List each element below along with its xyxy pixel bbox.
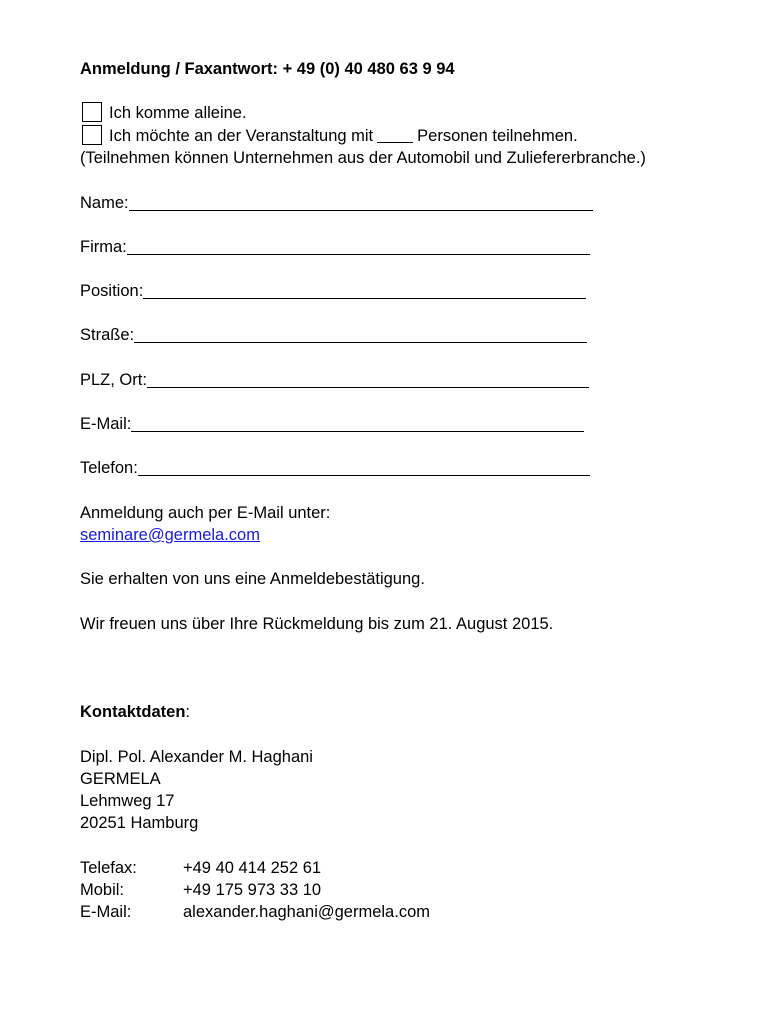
- plz-ort-input-line[interactable]: [147, 370, 589, 388]
- contact-heading-colon: :: [185, 703, 191, 721]
- field-plz-ort-label: PLZ, Ort:: [80, 371, 147, 389]
- firma-input-line[interactable]: [127, 237, 590, 255]
- option-group-prefix: Ich möchte an der Veranstaltung mit: [109, 127, 374, 145]
- field-plz-ort: [80, 369, 589, 391]
- field-firma: [80, 236, 590, 258]
- contact-mobil-value: +49 175 973 33 10: [183, 881, 322, 899]
- option-alone-label: Ich komme alleine.: [109, 104, 247, 122]
- position-input-line[interactable]: [143, 281, 586, 299]
- email-registration-text: Anmeldung auch per E-Mail unter:: [80, 504, 331, 522]
- field-strasse-label: Straße:: [80, 326, 135, 344]
- form-title: Anmeldung / Faxantwort: + 49 (0) 40 480 63 9 94: [80, 60, 455, 78]
- contact-street: Lehmweg 17: [80, 792, 175, 810]
- persons-count-blank[interactable]: [377, 126, 413, 143]
- checkbox-alone[interactable]: [82, 102, 102, 122]
- option-group: [80, 125, 578, 147]
- contact-name: Dipl. Pol. Alexander M. Haghani: [80, 748, 313, 766]
- contact-heading-text: Kontaktdaten: [80, 703, 186, 721]
- contact-heading: [80, 701, 190, 723]
- email-registration-link[interactable]: seminare@germela.com: [80, 526, 260, 544]
- name-input-line[interactable]: [129, 193, 593, 211]
- field-position: [80, 280, 586, 302]
- option-alone: [80, 102, 247, 124]
- confirmation-text: Sie erhalten von uns eine Anmeldebestätigung.: [80, 570, 425, 588]
- field-email: [80, 413, 584, 435]
- contact-telefax: [80, 857, 321, 879]
- contact-city: 20251 Hamburg: [80, 814, 199, 832]
- deadline-text: Wir freuen uns über Ihre Rückmeldung bis zum 21. August 2015.: [80, 615, 554, 633]
- option-group-suffix: Personen teilnehmen.: [417, 127, 578, 145]
- participation-note: (Teilnehmen können Unternehmen aus der Automobil und Zuliefererbranche.): [80, 149, 646, 167]
- field-strasse: [80, 324, 587, 346]
- strasse-input-line[interactable]: [134, 325, 587, 343]
- contact-email-label: E-Mail:: [80, 903, 132, 921]
- contact-email: [80, 901, 430, 923]
- contact-mobil: [80, 879, 321, 901]
- checkbox-group[interactable]: [82, 125, 102, 145]
- field-name-label: Name:: [80, 194, 129, 212]
- contact-mobil-label: Mobil:: [80, 881, 125, 899]
- contact-telefax-value: +49 40 414 252 61: [183, 859, 322, 877]
- contact-email-value: alexander.haghani@germela.com: [183, 903, 430, 921]
- field-telefon-label: Telefon:: [80, 459, 138, 477]
- field-name: [80, 192, 593, 214]
- field-email-label: E-Mail:: [80, 415, 132, 433]
- field-position-label: Position:: [80, 282, 144, 300]
- email-registration-link-wrap: [80, 524, 260, 546]
- field-firma-label: Firma:: [80, 238, 127, 256]
- field-telefon: [80, 457, 590, 479]
- email-input-line[interactable]: [131, 414, 584, 432]
- contact-telefax-label: Telefax:: [80, 859, 137, 877]
- contact-company: GERMELA: [80, 770, 161, 788]
- telefon-input-line[interactable]: [138, 458, 590, 476]
